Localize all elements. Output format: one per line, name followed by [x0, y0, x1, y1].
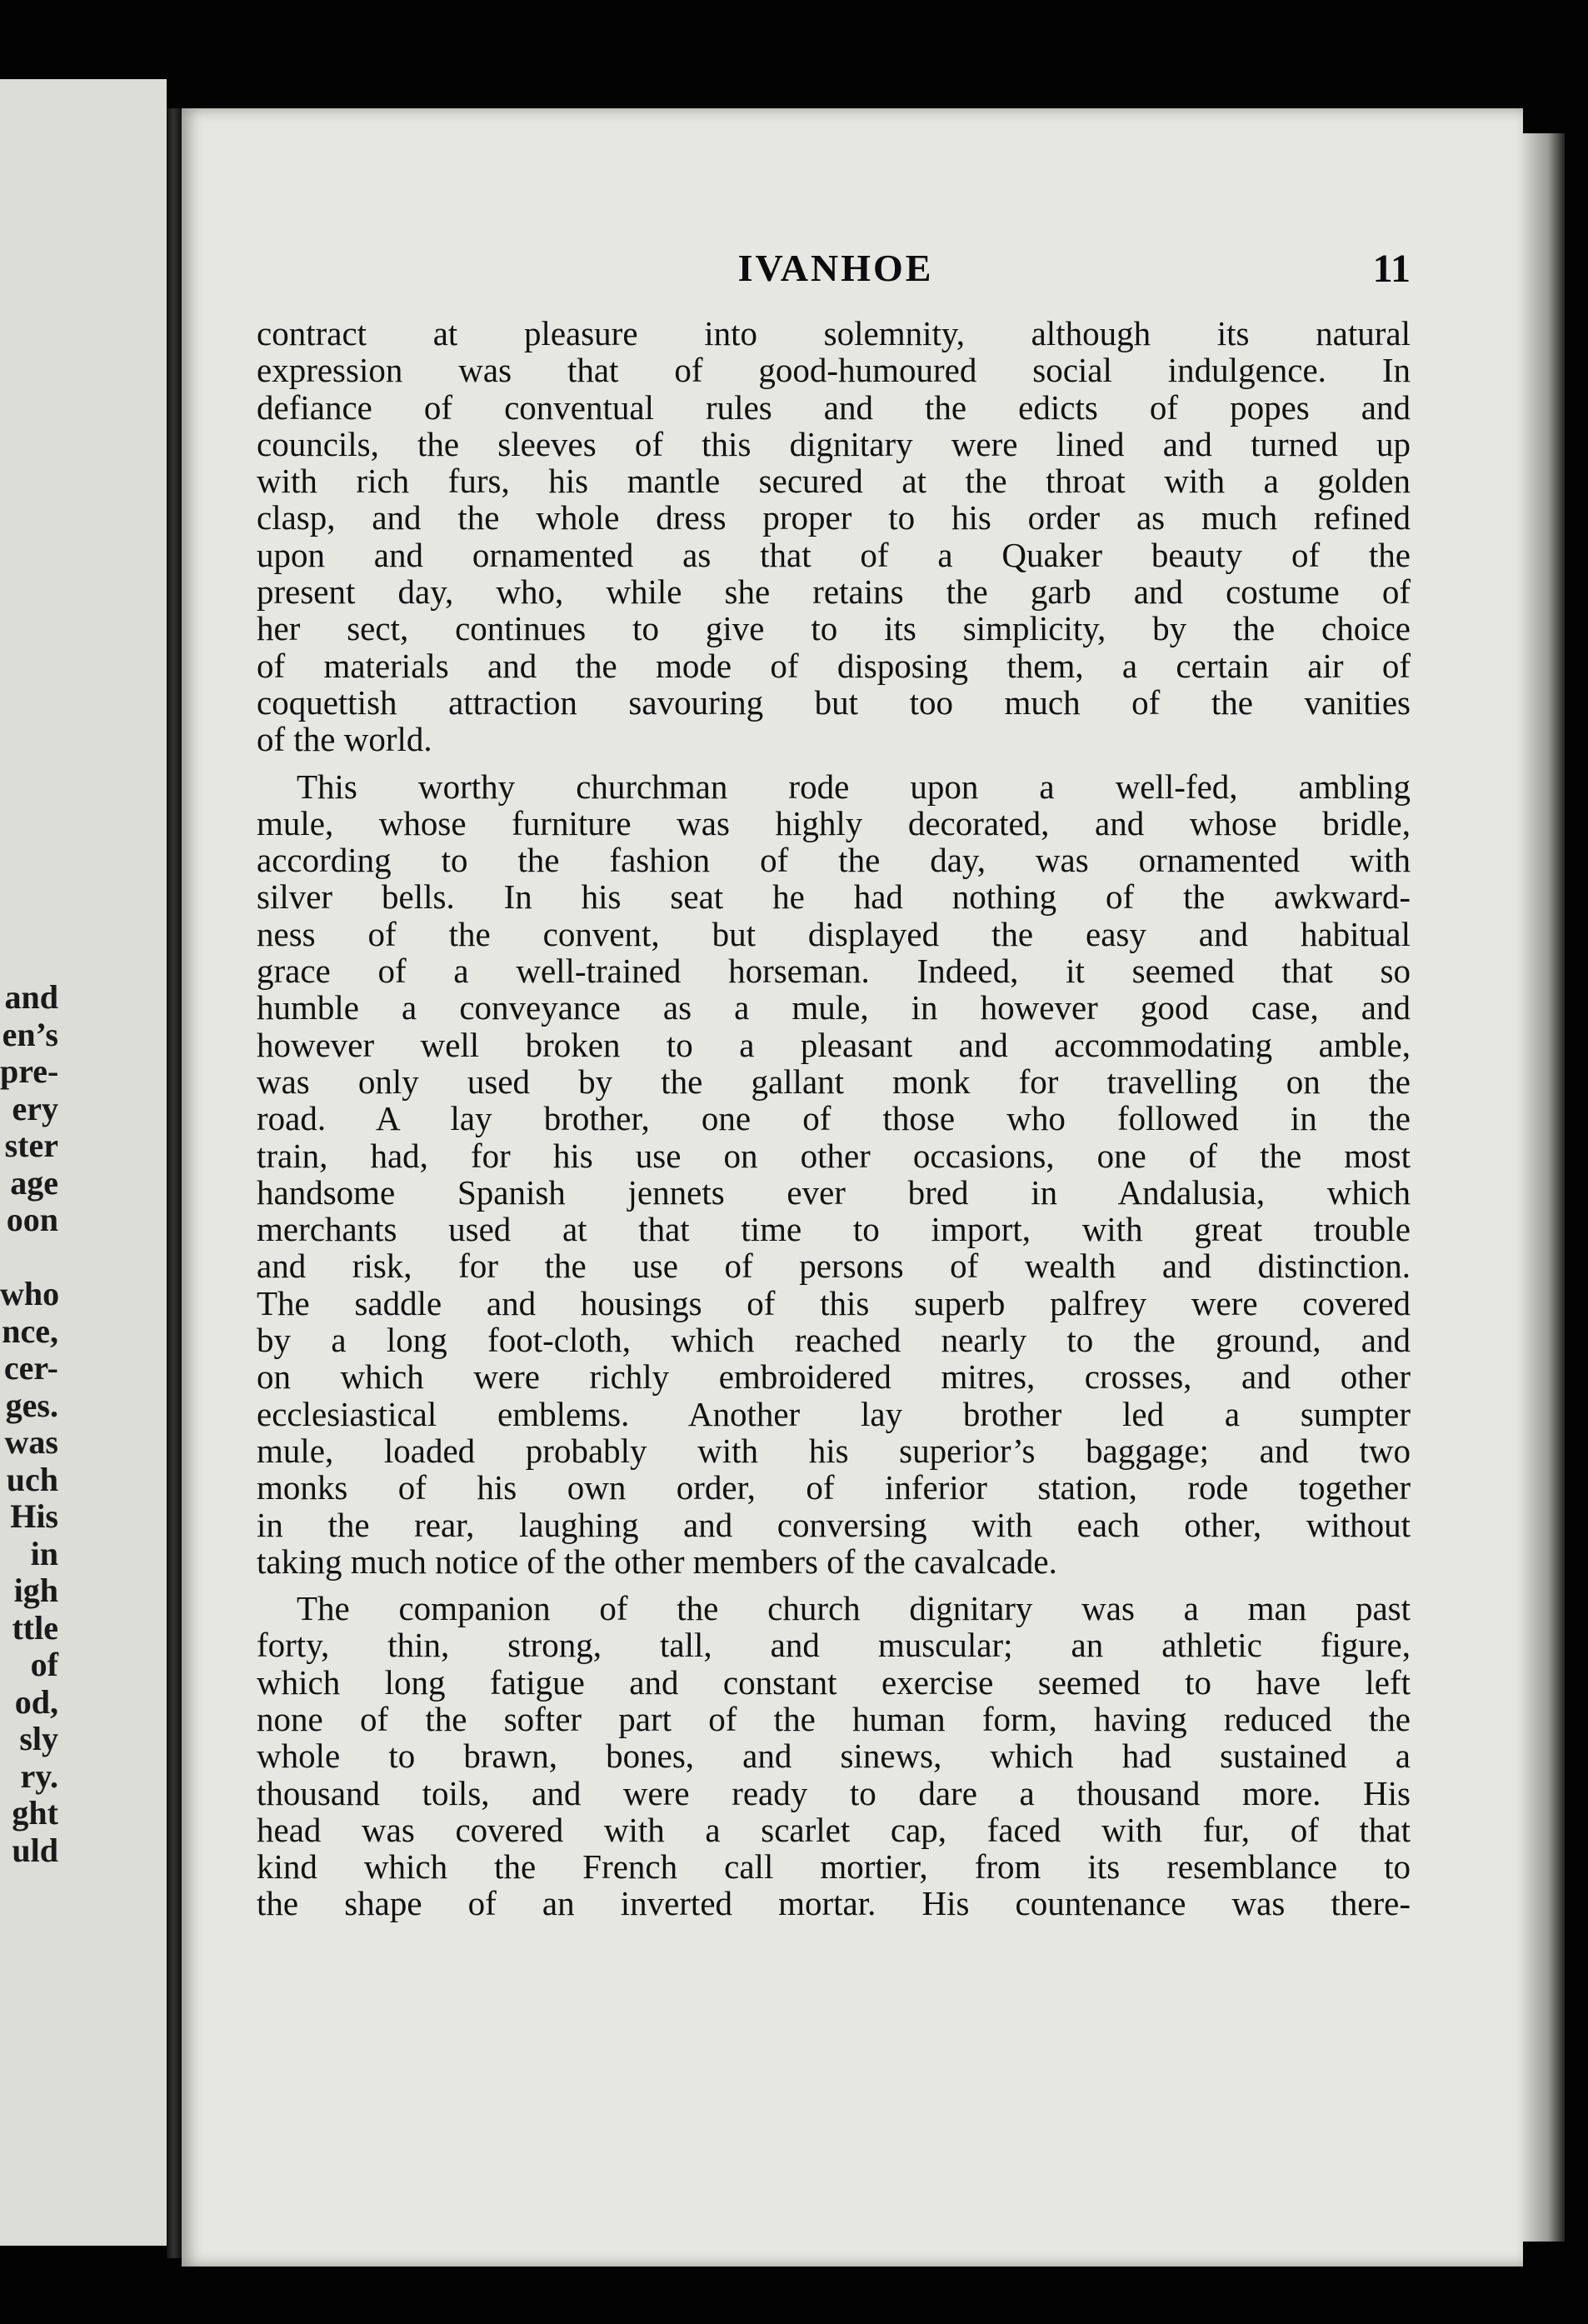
facing-line: en’s [2, 1015, 58, 1053]
text-line: upon and ornamented as that of a Quaker beauty of the [257, 535, 1411, 574]
facing-line: uld [12, 1831, 58, 1869]
paragraph [257, 768, 1411, 1581]
text-line: with rich furs, his mantle secured at the throat with a golden [257, 462, 1411, 501]
facing-line: pre- [0, 1052, 59, 1090]
paragraph [257, 1590, 1411, 1922]
text-line: train, had, for his use on other occasions, one of the most [257, 1136, 1411, 1175]
facing-line: sly [19, 1720, 58, 1757]
text-line: mule, whose furniture was highly decorated, and whose bridle, [257, 803, 1411, 842]
facing-line: of [30, 1646, 58, 1683]
text-line: humble a conveyance as a mule, in however good case, and [257, 988, 1411, 1027]
text-line: on which were richly embroidered mitres, crosses, and other [257, 1357, 1411, 1397]
facing-line: was [4, 1423, 58, 1461]
facing-line: igh [13, 1572, 58, 1609]
text-line: road. A lay brother, one of those who followed in the [257, 1099, 1411, 1138]
text-line: according to the fashion of the day, was ornamented with [257, 841, 1411, 880]
text-line: councils, the sleeves of this dignitary were lined and turned up [257, 424, 1411, 463]
facing-line: ster [4, 1127, 58, 1164]
text-line: ness of the convent, but displayed the easy and habitual [257, 914, 1411, 953]
text-line: and risk, for the use of persons of wealth and distinction. [257, 1247, 1411, 1286]
text-line: monks of his own order, of inferior station, rode together [257, 1468, 1411, 1507]
text-line: her sect, continues to give to its simplicity, by the choice [257, 609, 1411, 648]
book-gutter [167, 108, 182, 2258]
text-line: taking much notice of the other members of the cavalcade. [257, 1542, 1057, 1581]
running-head [182, 246, 1523, 296]
text-line: head was covered with a scarlet cap, faced with fur, of that [257, 1810, 1411, 1849]
facing-line: ery [12, 1089, 58, 1127]
text-line: defiance of conventual rules and the edicts of popes and [257, 387, 1411, 427]
text-line: however well broken to a pleasant and accommodating amble, [257, 1025, 1411, 1064]
text-line: by a long foot-cloth, which reached nearly to the ground, and [257, 1321, 1411, 1360]
facing-line [0, 1239, 58, 1277]
text-line: of the world. [257, 720, 432, 759]
facing-line: ry. [20, 1757, 58, 1795]
facing-page-text [0, 979, 58, 1869]
facing-line: nce, [2, 1312, 58, 1350]
facing-page [0, 79, 167, 2246]
page-number: 11 [1372, 247, 1411, 291]
page-edge [1523, 133, 1565, 2242]
text-line: This worthy churchman rode upon a well-fed, ambling [297, 767, 1411, 806]
facing-line: ges. [5, 1386, 58, 1424]
paragraph [257, 315, 1411, 758]
running-title: IVANHOE [737, 247, 934, 289]
text-line: whole to brawn, bones, and sinews, which had sustained a [257, 1737, 1411, 1776]
text-line: mule, loaded probably with his superior’s baggage; and two [257, 1431, 1411, 1470]
text-line: merchants used at that time to import, with great trouble [257, 1210, 1411, 1249]
facing-line: who [0, 1275, 60, 1312]
text-line: of materials and the mode of disposing them, a certain air of [257, 646, 1411, 685]
facing-line: od, [14, 1682, 58, 1721]
facing-line: His [10, 1497, 58, 1535]
text-line: forty, thin, strong, tall, and muscular; an athletic figure, [257, 1626, 1411, 1665]
text-line: clasp, and the whole dress proper to his order as much refined [257, 498, 1411, 537]
text-line: kind which the French call mortier, from its resemblance to [257, 1847, 1411, 1887]
text-line: was only used by the gallant monk for travelling on the [257, 1062, 1411, 1101]
facing-line: ght [12, 1794, 58, 1832]
text-line: which long fatigue and constant exercise seemed to have left [257, 1662, 1411, 1702]
text-line: contract at pleasure into solemnity, although its natural [257, 314, 1411, 352]
text-line: The companion of the church dignitary was a man past [297, 1589, 1411, 1628]
body-text [257, 315, 1411, 1922]
text-line: silver bells. In his seat he had nothing of the awkward- [257, 877, 1411, 917]
text-line: The saddle and housings of this superb palfrey were covered [257, 1283, 1411, 1322]
text-line: the shape of an inverted mortar. His countenance was there- [257, 1884, 1411, 1923]
text-line: none of the softer part of the human form, having reduced the [257, 1699, 1411, 1738]
facing-line: uch [6, 1460, 58, 1498]
text-line: in the rear, laughing and conversing with each other, without [257, 1505, 1411, 1544]
text-line: thousand toils, and were ready to dare a thousand more. His [257, 1773, 1411, 1812]
facing-line: cer- [3, 1349, 58, 1387]
facing-line: and [4, 978, 58, 1016]
facing-line: oon [6, 1201, 58, 1238]
text-line: handsome Spanish jennets ever bred in Andalusia, which [257, 1172, 1411, 1212]
facing-line: ttle [12, 1608, 58, 1647]
text-line: grace of a well-trained horseman. Indeed, it seemed that so [257, 952, 1411, 991]
book-page [182, 108, 1523, 2267]
text-line: present day, who, while she retains the garb and costume of [257, 572, 1411, 612]
text-line: ecclesiastical emblems. Another lay brother led a sumpter [257, 1394, 1411, 1433]
text-line: expression was that of good-humoured social indulgence. In [257, 351, 1411, 390]
facing-line: age [10, 1163, 58, 1202]
facing-line: in [30, 1534, 58, 1572]
text-line: coquettish attraction savouring but too much of the vanities [257, 682, 1411, 722]
